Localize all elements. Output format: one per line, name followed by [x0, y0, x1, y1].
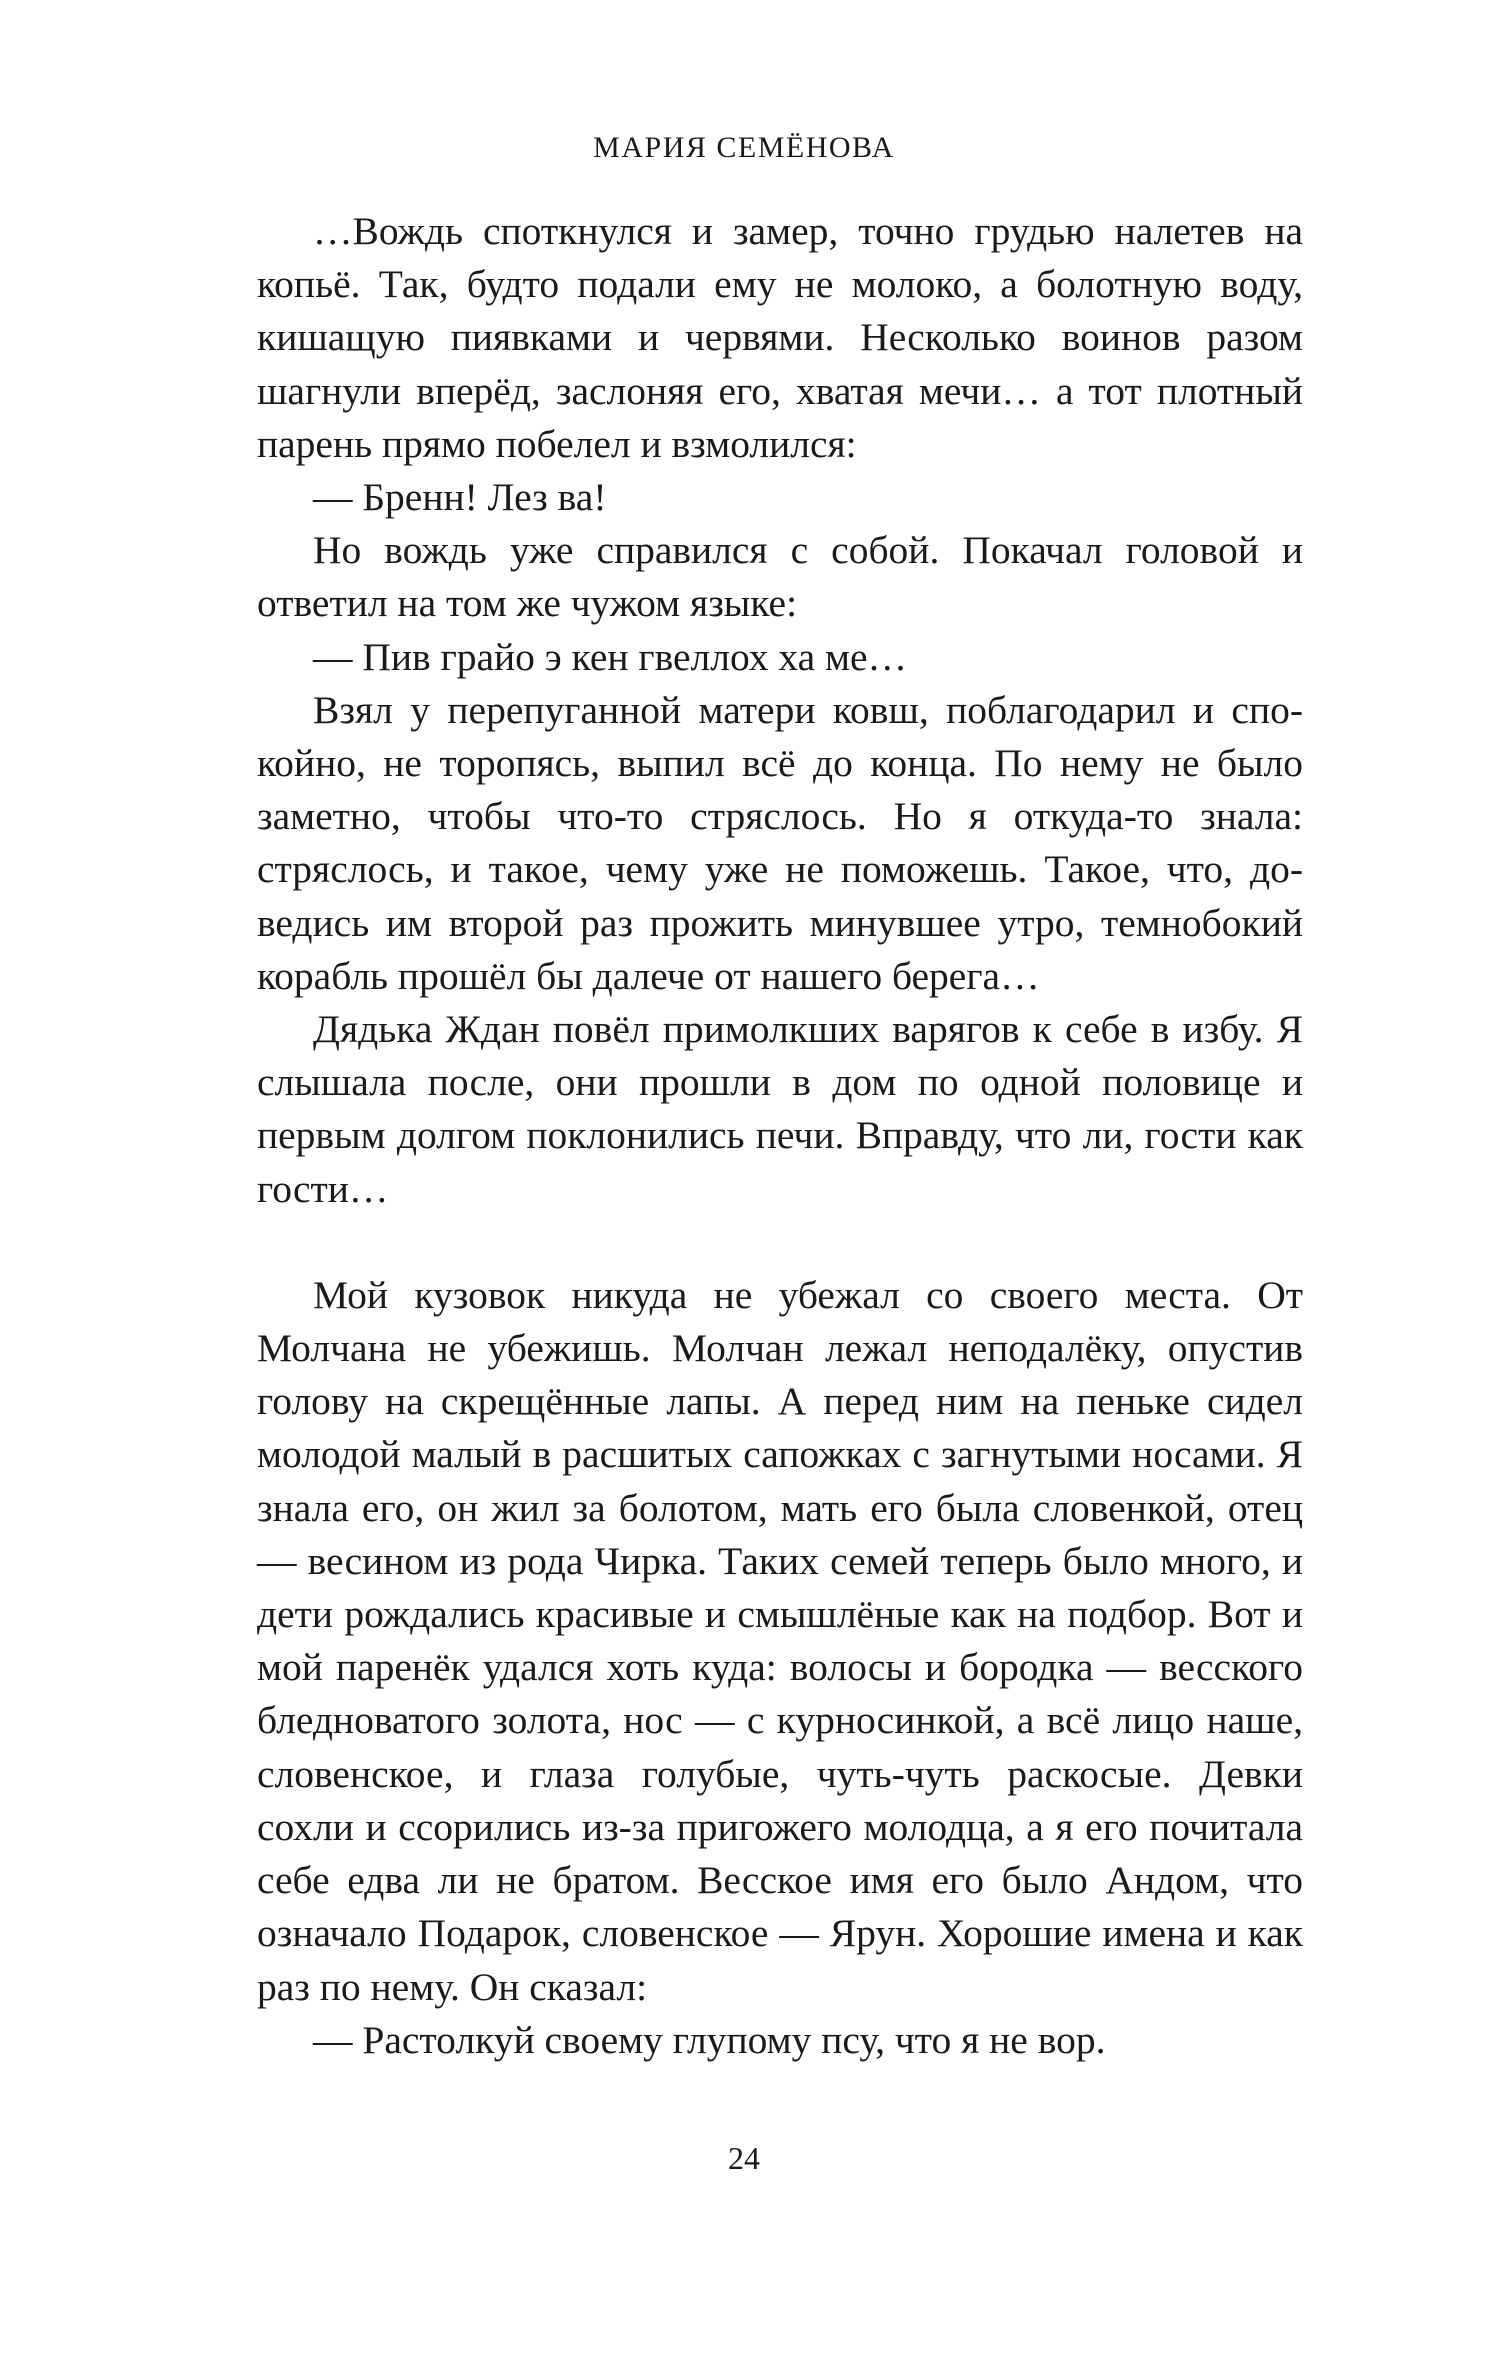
running-head: МАРИЯ СЕМЁНОВА [593, 131, 895, 164]
paragraph: …Вождь споткнулся и замер, точно грудью налетев на копьё. Так, будто подали ему не молоко, а болотную воду, кишащую пиявками и червями. Несколько воинов разом шагнули вперёд, заслоняя его, хватая мечи… а тот плотный парень прямо побелел и взмолился: [257, 209, 1303, 466]
paragraph-dialogue: — Бренн! Лез ва! [313, 475, 607, 520]
paragraph-dialogue: — Пив грайо э кен гвеллох ха ме… [313, 634, 908, 679]
paragraph: Дядька Ждан повёл примолкших варягов к себе в избу. Я слышала после, они прошли в дом по одной половице и первым долгом поклонились печи. Вправду, что ли, гости как гости… [257, 1007, 1303, 1211]
paragraph: Но вождь уже справился с собой. Покачал головой и ответил на том же чужом языке: [257, 528, 1303, 626]
paragraph-section-start: Мой кузовок никуда не убежал со своего места. От Молчана не убежишь. Молчан лежал неподалёку, опустив голову на скрещённые лапы. А перед ним на пеньке сидел молодой малый в расшитых сапожках с загнутыми носами. Я знала его, он жил за болотом, мать его была словенкой, отец — весином из рода Чирка. Таких семей теперь было много, и дети рождались красивые и смышлёные как на подбор. Вот и мой паренёк удался хоть куда: волосы и бородка — весского бледноватого золота, нос — с курносинкой, а всё лицо наше, словенское, и глаза голубые, чуть-чуть раскосые. Девки сохли и ссорились из-за пригожего молодца, а я его почитала себе едва ли не братом. Весское имя его было Андом, что означало Подарок, словенское — Ярун. Хорошие имена и как раз по нему. Он сказал: [257, 1272, 1303, 2009]
paragraph-dialogue: — Растолкуй своему глупому псу, что я не вор. [313, 2017, 1106, 2062]
page-number: 24 [728, 2140, 760, 2176]
text-block [257, 205, 1303, 2067]
paragraph: Взял у перепуганной матери ковш, поблагодарил и спокойно, не торопясь, выпил всё до конца. По нему не было заметно, чтобы что-то стряслось. Но я откуда-то знала: стряслось, и такое, чему уже не поможешь. Такое, что, доведись им второй раз прожить минувшее утро, темнобокий корабль прошёл бы далече от нашего берега… [257, 687, 1303, 998]
